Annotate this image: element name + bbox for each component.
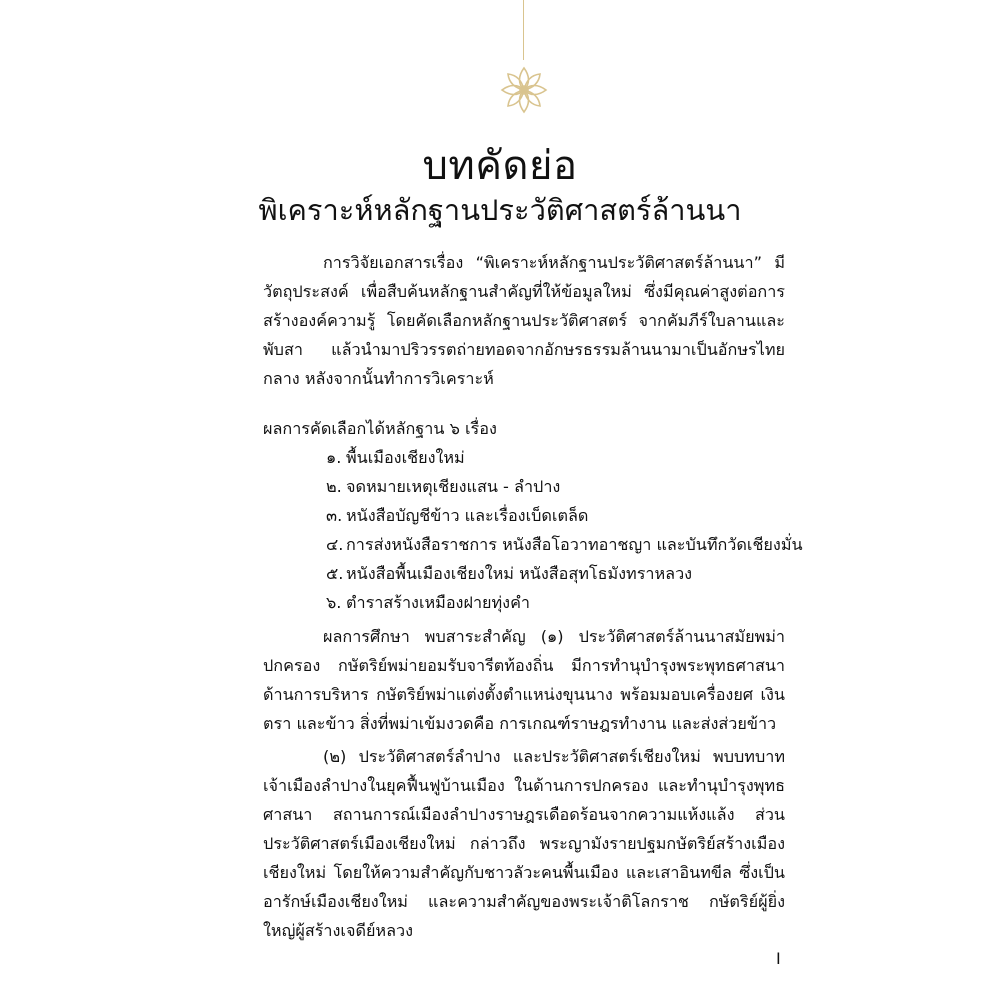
ornament-vertical-line [523, 0, 524, 60]
selection-intro: ผลการคัดเลือกได้หลักฐาน ๖ เรื่อง [263, 419, 497, 438]
list-item-text: พื้นเมืองเชียงใหม่ [346, 448, 465, 467]
list-item [326, 588, 803, 617]
list-item [326, 472, 803, 501]
results-paragraph-1: ผลการศึกษา พบสาระสำคัญ (๑) ประวัติศาสตร์ล้านนาสมัยพม่าปกครอง กษัตริย์พม่ายอมรับจารีตท้องถิ่น มีการทำนุบำรุงพระพุทธศาสนา ด้านการบริหาร กษัตริย์พม่าแต่งตั้งตำแหน่งขุนนาง พร้อมมอบเครื่องยศ เงินตรา และข้าว สิ่งที่พม่าเข้มงวดคือ การเกณฑ์ราษฎรทำงาน และส่งส่วยข้าว [263, 627, 785, 733]
list-item-number: ๑. [326, 448, 342, 467]
list-item [326, 501, 803, 530]
list-item-number: ๕. [326, 564, 344, 583]
list-item-number: ๖. [326, 593, 342, 612]
list-item [326, 443, 803, 472]
list-item [326, 530, 803, 559]
list-item-number: ๓. [326, 506, 343, 525]
abstract-title: บทคัดย่อ [422, 143, 578, 189]
list-item-text: หนังสือบัญชีข้าว และเรื่องเบ็ดเตล็ด [346, 506, 589, 525]
abstract-paragraph-1: การวิจัยเอกสารเรื่อง “พิเคราะห์หลักฐานประวัติศาสตร์ล้านนา” มีวัตถุประสงค์ เพื่อสืบค้นหลักฐานสำคัญที่ให้ข้อมูลใหม่ ซึ่งมีคุณค่าสูงต่อการสร้างองค์ความรู้ โดยคัดเลือกหลักฐานประวัติศาสตร์ จากคัมภีร์ใบลานและพับสา แล้วนำมาปริวรรตถ่ายทอดจากอักษรธรรมล้านนามาเป็นอักษรไทยกลาง หลังจากนั้นทำการวิเคราะห์ [263, 253, 785, 388]
evidence-list [326, 443, 803, 617]
abstract-subtitle: พิเคราะห์หลักฐานประวัติศาสตร์ล้านนา [258, 193, 742, 227]
page-number: I [776, 949, 781, 968]
list-item-text: การส่งหนังสือราชการ หนังสือโอวาทอาชญา และบันทึกวัดเชียงมั่น [346, 535, 803, 554]
results-paragraph-2: (๒) ประวัติศาสตร์ลำปาง และประวัติศาสตร์เชียงใหม่ พบบทบาทเจ้าเมืองลำปางในยุคฟื้นฟูบ้านเมือง ในด้านการปกครอง และทำนุบำรุงพุทธศาสนา สถานการณ์เมืองลำปางราษฎรเดือดร้อนจากความแห้งแล้ง ส่วนประวัติศาสตร์เมืองเชียงใหม่ กล่าวถึง พระญามังรายปฐมกษัตริย์สร้างเมืองเชียงใหม่ โดยให้ความสำคัญกับชาวลัวะคนพื้นเมือง และเสาอินทขีล ซึ่งเป็นอารักษ์เมืองเชียงใหม่ และความสำคัญของพระเจ้าติโลกราช กษัตริย์ผู้ยิ่งใหญ่ผู้สร้างเจดีย์หลวง [263, 747, 785, 940]
list-item-number: ๒. [326, 477, 342, 496]
flower-ornament-icon [496, 62, 552, 118]
list-item-text: ตำราสร้างเหมืองฝายทุ่งคำ [346, 593, 531, 612]
list-item [326, 559, 803, 588]
list-item-number: ๔. [326, 535, 344, 554]
list-item-text: หนังสือพื้นเมืองเชียงใหม่ หนังสือสุทโธมังทราหลวง [346, 564, 693, 583]
list-item-text: จดหมายเหตุเชียงแสน - ลำปาง [346, 477, 561, 496]
